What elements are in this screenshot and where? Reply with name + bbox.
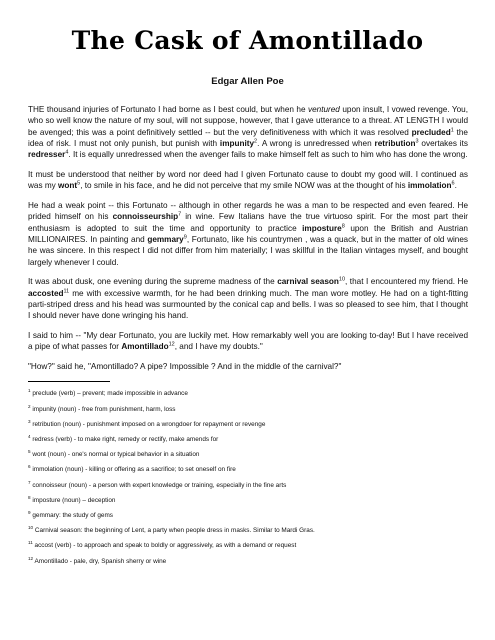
text-run: . [454, 181, 457, 191]
text-run: It must be understood that neither by word nor deed had I given Fortunato cause to doubt my good will. I continued as was my [28, 169, 468, 191]
vocabulary-word: connoisseurship [112, 212, 179, 222]
vocabulary-word: wont [58, 181, 78, 191]
footnote [28, 433, 468, 444]
vocabulary-word: carnival season [277, 277, 339, 287]
document-title: The Cask of Amontillado [71, 26, 424, 55]
footnote-reference: 7 [178, 211, 182, 218]
footnote-text: imposture (noun) – deception [30, 496, 116, 504]
text-run: , to smile in his face, and he did not perceive that my smile NOW was at the thought of his [80, 181, 408, 191]
footnote-reference: 10 [338, 276, 346, 283]
story-paragraph [28, 169, 468, 192]
footnote-divider [28, 381, 110, 382]
footnote-text: gemmary: the study of gems [30, 511, 113, 519]
vocabulary-word: precluded [411, 127, 451, 137]
vocabulary-word: Amontillado [121, 342, 169, 352]
vocabulary-word: immolation [407, 181, 452, 191]
text-run: "How?" said he, "Amontillado? A pipe? Impossible ? And in the middle of the carnival?" [28, 362, 342, 372]
text-run: , and I have my doubts." [174, 342, 263, 352]
emphasized-text: ventured [308, 105, 340, 114]
footnote-reference: 3 [415, 138, 419, 145]
story-paragraph [28, 104, 468, 160]
footnote-text: impunity (noun) - free from punishment, harm, loss [30, 405, 176, 413]
text-run: . A wrong is unredressed when [257, 138, 375, 148]
story-paragraph [28, 200, 468, 268]
footnote [28, 509, 468, 520]
footnote-number: 2 [28, 403, 31, 409]
footnote [28, 466, 468, 474]
vocabulary-word: imposture [302, 223, 342, 233]
vocabulary-word: accosted [28, 288, 64, 298]
footnote-number: 9 [28, 509, 31, 515]
vocabulary-word: retribution [374, 138, 416, 148]
text-run: , Fortunato, like his countrymen , was a quack, but in the matter of old wines he was sincere. In this respect I did not differ from him materially; I was skillful in the Italian vintages myself, and bought largely whenever I could. [28, 234, 469, 267]
footnote-reference: 5 [77, 180, 81, 187]
footnote-text: wont (noun) - one's normal or typical behavior in a situation [30, 451, 200, 459]
footnote-text: preclude (verb) – prevent; made impossible in advance [30, 390, 188, 398]
text-run: , that I encountered my friend. He [345, 277, 469, 287]
vocabulary-word: redresser [28, 150, 66, 160]
footnote [28, 403, 468, 414]
footnote-reference: 8 [341, 222, 345, 229]
author-name: Edgar Allen Poe [211, 76, 284, 87]
footnote [28, 555, 468, 566]
footnote-reference: 9 [183, 234, 187, 241]
footnote-reference: 11 [63, 287, 70, 294]
text-run: . It is equally unredressed when the avenger fails to make himself felt as such to him who has done the wrong. [68, 150, 468, 160]
footnote-number: 10 [28, 525, 34, 530]
footnote-reference: 4 [65, 149, 69, 156]
story-body [28, 104, 468, 573]
footnote-number: 5 [28, 449, 31, 455]
footnote-text: Amontillado - pale, dry, Spanish sherry or wine [33, 557, 167, 565]
footnote-text: connoisseur (noun) - a person with expert knowledge or training, especially in the fine arts [30, 481, 287, 489]
footnote-number: 4 [28, 433, 31, 439]
footnote [28, 479, 468, 490]
footnote [28, 418, 468, 429]
footnotes-list [28, 390, 468, 565]
vocabulary-word: impunity [219, 138, 255, 148]
footnote [28, 542, 468, 550]
footnote [28, 451, 468, 459]
text-run: It was about dusk, one evening during the supreme madness of the [28, 277, 278, 287]
footnote-text: redress (verb) - to make right, remedy or rectify, make amends for [30, 436, 219, 443]
text-run: me with excessive warmth, for he had been drinking much. The man wore motley. He had on a tight-fitting parti-striped dress and his head was surmounted by the conical cap and bells. I was so pleased to see him, that I thought I should never have done wringing his hand. [28, 288, 468, 321]
footnote [28, 390, 468, 398]
footnote-reference: 1 [450, 126, 454, 133]
footnote-reference: 6 [451, 180, 455, 187]
text-run: I said to him -- "My dear Fortunato, you are luckily met. How remarkably well you are looking to-day! But I have received a pipe of what passes for [28, 331, 468, 352]
text-run: the idea of risk. I must not only punish, but punish with [28, 127, 468, 148]
footnote [28, 527, 468, 535]
text-run: upon insult, I vowed revenge. You, who so well know the nature of my soul, will not suppose, however, that I gave utterance to a threat. AT LENGTH I would be avenged; this was a point definitively settled -- but the very definitiveness with which it was resolved [28, 105, 468, 137]
footnote-text: accost (verb) - to approach and speak to boldly or aggressively, as with a demand or request [32, 542, 297, 550]
footnote [28, 494, 468, 505]
footnote-number: 6 [28, 464, 31, 470]
text-run: He had a weak point -- this Fortunato -- although in other regards he was a man to be respected and even feared. He prided himself on his [28, 201, 468, 222]
vocabulary-word: gemmary [147, 234, 184, 244]
text-run: overtakes its [418, 138, 468, 148]
footnote-reference: 2 [254, 138, 258, 145]
footnote-text: retribution (noun) - punishment imposed on a wrongdoer for repayment or revenge [30, 420, 266, 428]
text-run: THE thousand injuries of Fortunato I had borne as I best could, but when he [28, 105, 308, 114]
footnote-number: 8 [28, 494, 31, 500]
footnote-reference: 12 [168, 341, 175, 348]
text-run: upon the British and Austrian MILLIONAIRES. In painting and [28, 223, 468, 244]
footnote-number: 7 [28, 479, 31, 485]
story-paragraphs [28, 104, 468, 372]
footnote-number: 12 [28, 555, 34, 561]
story-paragraph [28, 330, 468, 353]
text-run: in wine. Few Italians have the true virtuoso spirit. For the most part their enthusiasm is adopted to suit the time and opportunity to practice [28, 212, 469, 233]
story-paragraph [28, 361, 468, 372]
footnote-number: 3 [28, 418, 31, 424]
footnote-text: immolation (noun) - killing or offering as a sacrifice; to set oneself on fire [30, 466, 236, 474]
footnote-number: 11 [28, 540, 33, 546]
story-paragraph [28, 276, 468, 321]
footnote-text: Carnival season: the beginning of Lent, a party when people dress in masks. Similar to Mardi Gras. [33, 527, 315, 535]
footnote-number: 1 [28, 388, 31, 394]
